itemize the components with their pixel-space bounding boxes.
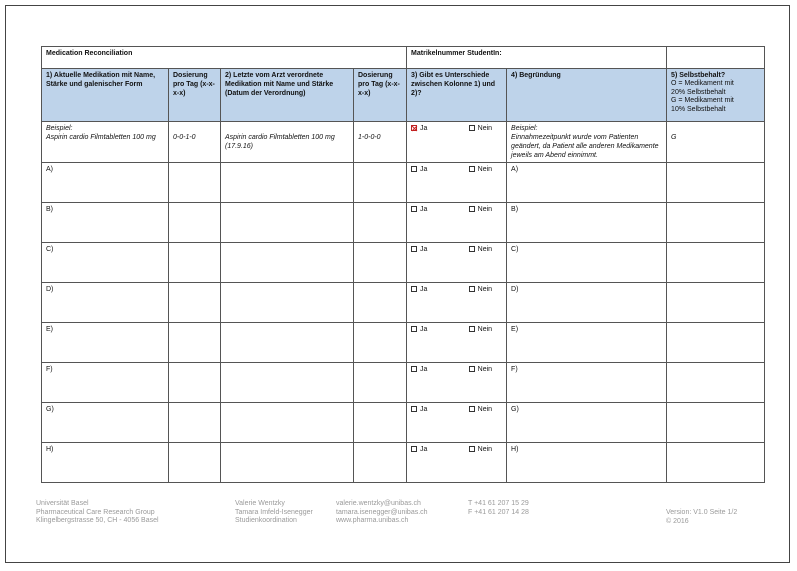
reason-cell[interactable] [507, 243, 667, 283]
title-row-empty-cell [667, 47, 765, 69]
checkbox-icon[interactable] [411, 246, 417, 252]
header-selbstbehalt-title: 5) Selbstbehalt? [671, 72, 726, 79]
header-dose-prescribed: Dosierung pro Tag (x-x-x-x) [354, 69, 407, 122]
reason-label: H) [511, 446, 519, 453]
reason-label: F) [511, 366, 518, 373]
reason-cell[interactable] [507, 363, 667, 403]
nein-label: Nein [477, 326, 493, 333]
ja-option[interactable] [411, 325, 427, 334]
nein-option[interactable] [469, 445, 492, 454]
selbstbehalt-cell[interactable] [667, 363, 765, 403]
prescribed-cell[interactable] [221, 363, 354, 403]
header-row [42, 69, 765, 122]
prescribed-cell[interactable] [221, 443, 354, 483]
table-row [42, 363, 765, 403]
footer-version [666, 509, 737, 526]
header-selbstbehalt [667, 69, 765, 122]
ja-option[interactable] [411, 245, 427, 254]
yes-no-choice [411, 124, 502, 133]
footer-line: Pharmaceutical Care Research Group [36, 508, 155, 516]
ja-option[interactable] [411, 205, 427, 214]
entry-rows [42, 163, 765, 483]
row-label: D) [46, 286, 54, 293]
medication-cell[interactable] [42, 203, 169, 243]
checkbox-icon[interactable] [469, 166, 475, 172]
dose-current-cell[interactable] [169, 403, 221, 443]
checkbox-icon[interactable] [411, 446, 417, 452]
selbstbehalt-cell[interactable] [667, 323, 765, 363]
nein-label: Nein [477, 366, 493, 373]
checkbox-icon[interactable] [469, 326, 475, 332]
medication-cell[interactable] [42, 283, 169, 323]
nein-label: Nein [477, 166, 493, 173]
selbstbehalt-cell[interactable] [667, 163, 765, 203]
medication-reconciliation-table [41, 46, 765, 483]
medication-cell[interactable] [42, 163, 169, 203]
dose-prescribed-cell[interactable] [354, 243, 407, 283]
reason-cell[interactable] [507, 283, 667, 323]
nein-option[interactable] [469, 365, 492, 374]
yes-no-choice [411, 205, 502, 214]
dose-prescribed-cell[interactable] [354, 403, 407, 443]
medication-cell[interactable] [42, 323, 169, 363]
ja-label: Ja [420, 286, 428, 293]
footer-contacts [336, 500, 428, 526]
footer-line: F +41 61 207 14 28 [468, 508, 529, 516]
footer-people [235, 500, 313, 526]
reason-cell[interactable] [507, 443, 667, 483]
medication-cell[interactable] [42, 443, 169, 483]
footer-line: Valerie Wentzky [235, 500, 285, 507]
prescribed-cell[interactable] [221, 403, 354, 443]
nein-option[interactable] [469, 165, 492, 174]
table-row [42, 163, 765, 203]
differences-cell [407, 443, 507, 483]
differences-cell [407, 283, 507, 323]
footer-line: Klingelbergstrasse 50, CH - 4056 Basel [36, 517, 159, 524]
prescribed-cell[interactable] [221, 243, 354, 283]
ja-label: Ja [420, 326, 428, 333]
nein-option[interactable] [469, 245, 492, 254]
example-label: Beispiel: [46, 125, 73, 132]
ja-label: Ja [420, 246, 428, 253]
table-row [42, 283, 765, 323]
reason-label: D) [511, 286, 519, 293]
example-dose-current: 0-0-1-0 [173, 134, 196, 141]
selbstbehalt-legend-line: 20% Selbstbehalt [671, 88, 726, 96]
differences-cell [407, 163, 507, 203]
medication-cell[interactable] [42, 363, 169, 403]
table-row [42, 243, 765, 283]
prescribed-cell[interactable] [221, 323, 354, 363]
checkbox-icon[interactable] [411, 286, 417, 292]
example-selbstbehalt: G [671, 134, 677, 141]
reason-label: C) [511, 246, 519, 253]
nein-option[interactable] [469, 405, 492, 414]
ja-option[interactable] [411, 285, 427, 294]
footer-institution [36, 500, 159, 526]
header-prescribed-medication: 2) Letzte vom Arzt verordnete Medikation mit Name und Stärke (Datum der Verordnung) [221, 69, 354, 122]
dose-prescribed-cell[interactable] [354, 283, 407, 323]
checkbox-icon[interactable] [469, 366, 475, 372]
example-differences-cell [407, 122, 507, 163]
table-row [42, 323, 765, 363]
checkbox-icon[interactable] [411, 406, 417, 412]
prescribed-cell[interactable] [221, 203, 354, 243]
row-label: A) [46, 166, 53, 173]
differences-cell [407, 203, 507, 243]
ja-option[interactable] [411, 365, 427, 374]
footer-website-link[interactable]: www.pharma.unibas.ch [336, 517, 409, 524]
example-prescribed-cell [221, 122, 354, 163]
prescribed-cell[interactable] [221, 163, 354, 203]
checkbox-icon[interactable] [469, 446, 475, 452]
document-page [5, 5, 790, 563]
reason-label: G) [511, 406, 519, 413]
footer-line: Version: V1.0 Seite 1/2 [666, 509, 738, 516]
row-label: G) [46, 406, 54, 413]
example-dose-current-cell [169, 122, 221, 163]
reason-label: B) [511, 206, 519, 213]
differences-cell [407, 403, 507, 443]
yes-no-choice [411, 445, 502, 454]
example-dose-prescribed-cell [354, 122, 407, 163]
medication-cell[interactable] [42, 403, 169, 443]
dose-prescribed-cell[interactable] [354, 203, 407, 243]
example-prescribed: Aspirin cardio Filmtabletten 100 mg (17.9.16) [225, 134, 335, 150]
dose-current-cell[interactable] [169, 243, 221, 283]
prescribed-cell[interactable] [221, 283, 354, 323]
footer-line: Studienkoordination [235, 517, 297, 524]
checkbox-icon[interactable] [469, 125, 475, 131]
title-row [42, 47, 765, 69]
nein-label: Nein [477, 125, 493, 132]
footer-phones [468, 500, 529, 517]
reason-label: E) [511, 326, 519, 333]
ja-option[interactable] [411, 165, 427, 174]
nein-option[interactable] [469, 285, 492, 294]
dose-current-cell[interactable] [169, 323, 221, 363]
example-dose-prescribed: 1-0-0-0 [358, 134, 381, 141]
footer-email-link[interactable]: tamara.isenegger@unibas.ch [336, 508, 428, 516]
footer-line: Tamara Imfeld-Isenegger [235, 508, 313, 516]
example-reason: Einnahmezeitpunkt wurde vom Patienten geändert, da Patient alle anderen Medikamente jeweils am Abend einnimmt. [511, 134, 659, 159]
header-differences: 3) Gibt es Unterschiede zwischen Kolonne 1) und 2)? [407, 69, 507, 122]
header-dose-current: Dosierung pro Tag (x-x-x-x) [169, 69, 221, 122]
checkbox-icon[interactable] [469, 206, 475, 212]
example-row [42, 122, 765, 163]
reason-label: A) [511, 166, 519, 173]
selbstbehalt-cell[interactable] [667, 403, 765, 443]
dose-current-cell[interactable] [169, 443, 221, 483]
ja-label: Ja [420, 125, 428, 132]
selbstbehalt-cell[interactable] [667, 243, 765, 283]
dose-prescribed-cell[interactable] [354, 363, 407, 403]
example-selbstbehalt-cell [667, 122, 765, 163]
selbstbehalt-legend-line: 10% Selbstbehalt [671, 105, 726, 113]
reason-cell[interactable] [507, 203, 667, 243]
header-reason: 4) Begründung [507, 69, 667, 122]
example-reason-label: Beispiel: [511, 125, 538, 132]
reason-cell[interactable] [507, 163, 667, 203]
yes-no-choice [411, 405, 502, 414]
ja-option[interactable] [411, 124, 427, 133]
header-current-medication: 1) Aktuelle Medikation mit Name, Stärke und galenischer Form [42, 69, 169, 122]
ja-option[interactable] [411, 445, 427, 454]
checkbox-icon[interactable] [469, 406, 475, 412]
checkbox-icon[interactable] [411, 206, 417, 212]
dose-prescribed-cell[interactable] [354, 323, 407, 363]
selbstbehalt-legend-line: O = Medikament mit [671, 80, 734, 87]
yes-no-choice [411, 365, 502, 374]
selbstbehalt-cell[interactable] [667, 283, 765, 323]
row-label: E) [46, 326, 53, 333]
yes-no-choice [411, 165, 502, 174]
dose-prescribed-cell[interactable] [354, 443, 407, 483]
nein-option[interactable] [469, 325, 492, 334]
footer-email-link[interactable]: valerie.wentzky@unibas.ch [336, 500, 421, 507]
footer-line: T +41 61 207 15 29 [468, 500, 529, 507]
ja-label: Ja [420, 366, 428, 373]
ja-label: Ja [420, 166, 428, 173]
dose-current-cell[interactable] [169, 283, 221, 323]
selbstbehalt-cell[interactable] [667, 203, 765, 243]
nein-label: Nein [477, 206, 493, 213]
checkbox-icon[interactable] [469, 246, 475, 252]
checkbox-icon[interactable] [469, 286, 475, 292]
example-reason-cell [507, 122, 667, 163]
yes-no-choice [411, 325, 502, 334]
nein-label: Nein [477, 446, 493, 453]
nein-label: Nein [477, 406, 493, 413]
checked-checkbox-icon[interactable] [411, 125, 417, 131]
medication-cell[interactable] [42, 243, 169, 283]
ja-label: Ja [420, 446, 428, 453]
dose-current-cell[interactable] [169, 363, 221, 403]
differences-cell [407, 243, 507, 283]
row-label: H) [46, 446, 54, 453]
row-label: B) [46, 206, 53, 213]
differences-cell [407, 363, 507, 403]
table-row [42, 203, 765, 243]
dose-prescribed-cell[interactable] [354, 163, 407, 203]
ja-option[interactable] [411, 405, 427, 414]
selbstbehalt-legend-line: G = Medikament mit [671, 97, 734, 104]
footer-line: Universität Basel [36, 500, 89, 507]
nein-option[interactable] [469, 205, 492, 214]
row-label: C) [46, 246, 54, 253]
dose-current-cell[interactable] [169, 163, 221, 203]
differences-cell [407, 323, 507, 363]
table-row [42, 443, 765, 483]
example-medication: Aspirin cardio Filmtabletten 100 mg [46, 134, 156, 141]
matrikel-field[interactable]: Matrikelnummer StudentIn: [407, 47, 667, 69]
nein-option[interactable] [469, 124, 492, 133]
yes-no-choice [411, 245, 502, 254]
selbstbehalt-cell[interactable] [667, 443, 765, 483]
ja-label: Ja [420, 406, 428, 413]
nein-label: Nein [477, 286, 493, 293]
reason-cell[interactable] [507, 403, 667, 443]
table-row [42, 403, 765, 443]
footer-line: © 2016 [666, 517, 689, 525]
yes-no-choice [411, 285, 502, 294]
checkbox-icon[interactable] [411, 326, 417, 332]
dose-current-cell[interactable] [169, 203, 221, 243]
checkbox-icon[interactable] [411, 166, 417, 172]
row-label: F) [46, 366, 53, 373]
checkbox-icon[interactable] [411, 366, 417, 372]
example-medication-cell [42, 122, 169, 163]
ja-label: Ja [420, 206, 428, 213]
reason-cell[interactable] [507, 323, 667, 363]
form-title: Medication Reconciliation [42, 47, 407, 69]
nein-label: Nein [477, 246, 493, 253]
